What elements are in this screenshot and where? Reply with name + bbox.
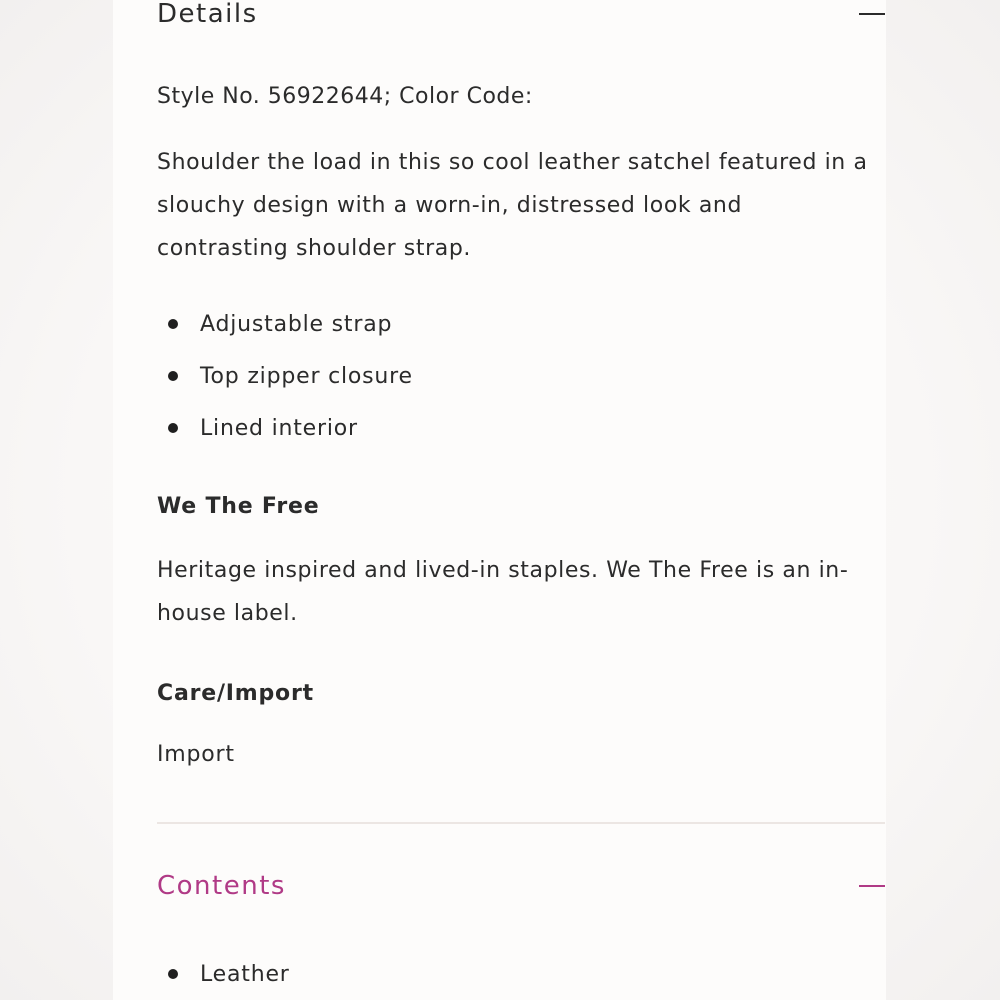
feature-list	[157, 298, 413, 454]
contents-title: Contents	[157, 871, 286, 901]
feature-label: Lined interior	[200, 415, 358, 441]
details-title: Details	[157, 0, 258, 29]
brand-heading: We The Free	[157, 494, 320, 519]
contents-accordion-header[interactable]	[157, 866, 885, 906]
details-accordion-header[interactable]	[157, 0, 885, 34]
feature-label: Adjustable strap	[200, 311, 393, 337]
bullet-icon	[168, 969, 178, 979]
list-item	[157, 948, 290, 1000]
bullet-icon	[168, 371, 178, 381]
list-item	[157, 402, 413, 454]
style-number: Style No. 56922644; Color Code:	[157, 84, 533, 109]
list-item	[157, 350, 413, 402]
feature-label: Top zipper closure	[200, 363, 413, 389]
product-description: Shoulder the load in this so cool leather satchel featured in a slouchy design with a worn-in, distressed look and contrasting shoulder strap.	[157, 150, 868, 261]
minus-icon[interactable]	[859, 885, 885, 887]
brand-description: Heritage inspired and lived-in staples. We The Free is an in-house label.	[157, 558, 849, 626]
minus-icon[interactable]	[859, 13, 885, 15]
care-text: Import	[157, 742, 235, 767]
care-heading: Care/Import	[157, 681, 314, 706]
section-divider	[157, 822, 885, 824]
bullet-icon	[168, 319, 178, 329]
contents-list	[157, 948, 290, 1000]
contents-item-label: Leather	[200, 961, 290, 987]
bullet-icon	[168, 423, 178, 433]
list-item	[157, 298, 413, 350]
